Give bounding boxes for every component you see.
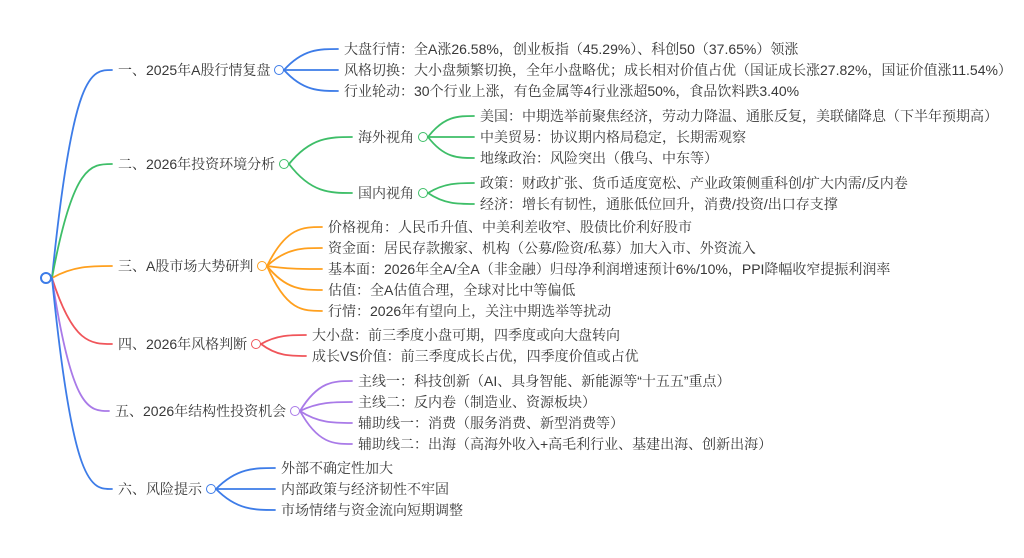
branch-connector: [267, 266, 322, 269]
branch-connector: [52, 164, 112, 278]
mindmap-node[interactable]: 基本面：2026年全A/全A（非金融）归母净利润增速预计6%/10%，PPI降幅收窄提振利润率: [328, 260, 891, 277]
mindmap-node[interactable]: 美国：中期选举前聚焦经济，劳动力降温、通胀反复，美联储降息（下半年预期高）: [480, 107, 998, 124]
branch-connector: [261, 335, 306, 344]
mindmap-node[interactable]: 估值：全A估值合理，全球对比中等偏低: [328, 281, 576, 298]
mindmap-node[interactable]: 成长VS价值：前三季度成长占优，四季度价值或占优: [312, 347, 639, 364]
mindmap-node[interactable]: 行业轮动：30个行业上涨，有色金属等4行业涨超50%，食品饮料跌3.40%: [344, 82, 800, 99]
mindmap-node[interactable]: 中美贸易：协议期内格局稳定，长期需观察: [480, 128, 746, 145]
collapse-handle[interactable]: [290, 406, 300, 416]
branch-connector: [428, 183, 474, 193]
mindmap-node[interactable]: 内部政策与经济韧性不牢固: [281, 480, 449, 497]
branch-connector: [289, 137, 352, 164]
mindmap-node[interactable]: 主线一：科技创新（AI、具身智能、新能源等“十五五”重点）: [358, 372, 731, 389]
branch-connector: [267, 266, 322, 311]
mindmap-branch-node[interactable]: 三、A股市场大势研判: [118, 257, 254, 274]
mindmap-node[interactable]: 政策：财政扩张、货币适度宽松、产业政策侧重科创/扩大内需/反内卷: [480, 174, 908, 191]
mindmap-node[interactable]: 行情：2026年有望向上，关注中期选举等扰动: [328, 302, 612, 319]
branch-connector: [52, 70, 112, 278]
mindmap-node[interactable]: 经济：增长有韧性，通胀低位回升，消费/投资/出口存支撑: [480, 195, 838, 212]
branch-connector: [261, 344, 306, 356]
mindmap-node[interactable]: 大小盘：前三季度小盘可期，四季度或向大盘转向: [312, 326, 620, 343]
mindmap-branch-node[interactable]: 四、2026年风格判断: [118, 335, 248, 352]
mindmap-branch-node[interactable]: 一、2025年A股行情复盘: [118, 61, 271, 78]
branch-connector: [216, 468, 275, 489]
mindmap-node[interactable]: 外部不确定性加大: [281, 459, 393, 476]
mindmap-node[interactable]: 辅助线一：消费（服务消费、新型消费等）: [358, 414, 624, 431]
branch-connector: [289, 164, 352, 193]
mindmap-node[interactable]: 风格切换：大小盘频繁切换，全年小盘略优；成长相对价值占优（国证成长涨27.82%，国证价值涨11.54%）: [344, 61, 1012, 78]
branch-connector: [284, 70, 338, 91]
mindmap-node[interactable]: 价格视角：人民币升值、中美利差收窄、股债比价利好股市: [328, 218, 692, 235]
branch-connector: [428, 116, 474, 137]
mindmap-node[interactable]: 市场情绪与资金流向短期调整: [281, 501, 463, 518]
mindmap-node[interactable]: 辅助线二：出海（高海外收入+高毛利行业、基建出海、创新出海）: [358, 435, 773, 452]
mindmap-node[interactable]: 主线二：反内卷（制造业、资源板块）: [358, 393, 596, 410]
branch-connector: [300, 411, 352, 423]
mindmap-node[interactable]: 国内视角: [358, 184, 414, 201]
mindmap-node[interactable]: 海外视角: [358, 128, 414, 145]
root-node[interactable]: [40, 272, 52, 284]
branch-connector: [428, 193, 474, 204]
branch-connector: [300, 402, 352, 411]
branch-connector: [428, 137, 474, 158]
mindmap-branch-node[interactable]: 二、2026年投资环境分析: [118, 155, 276, 172]
branch-connector: [300, 381, 352, 411]
branch-connector: [284, 49, 338, 70]
branch-connector: [52, 278, 109, 411]
mindmap-node[interactable]: 地缘政治：风险突出（俄乌、中东等）: [480, 149, 718, 166]
mindmap-node[interactable]: 大盘行情：全A涨26.58%，创业板指（45.29%）、科创50（37.65%）领涨: [344, 40, 799, 57]
collapse-handle[interactable]: [418, 188, 428, 198]
collapse-handle[interactable]: [251, 339, 261, 349]
collapse-handle[interactable]: [274, 65, 284, 75]
branch-connector: [52, 278, 112, 489]
branch-connector: [52, 266, 112, 278]
mindmap-branch-node[interactable]: 五、2026年结构性投资机会: [115, 402, 287, 419]
collapse-handle[interactable]: [257, 261, 267, 271]
collapse-handle[interactable]: [418, 132, 428, 142]
collapse-handle[interactable]: [279, 159, 289, 169]
branch-connector: [216, 489, 275, 510]
mindmap-branch-node[interactable]: 六、风险提示: [118, 480, 202, 497]
collapse-handle[interactable]: [206, 484, 216, 494]
mindmap-node[interactable]: 资金面：居民存款搬家、机构（公募/险资/私募）加大入市、外资流入: [328, 239, 756, 256]
